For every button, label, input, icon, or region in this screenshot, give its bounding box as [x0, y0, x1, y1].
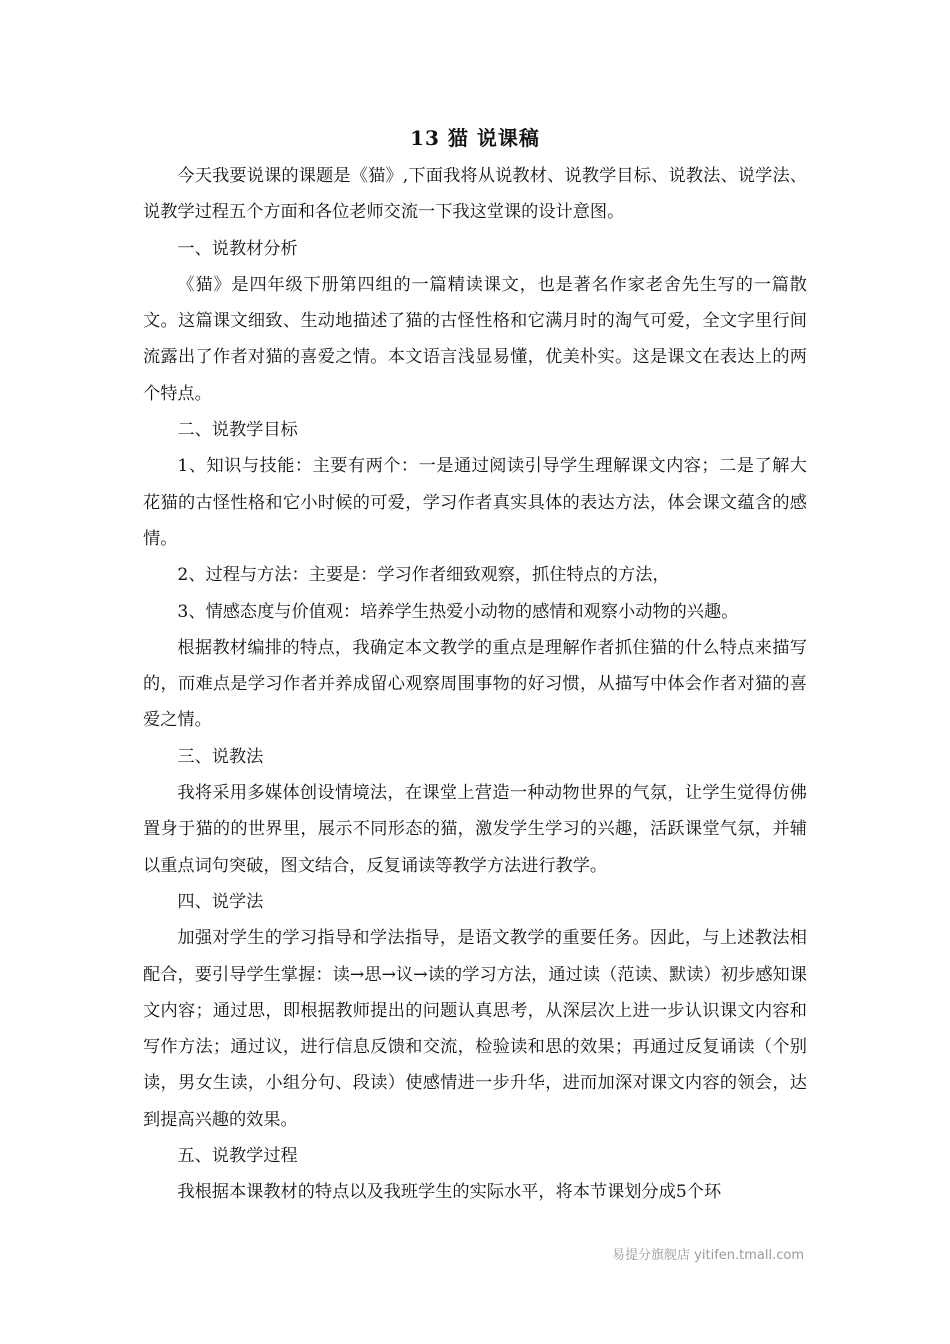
- section-heading-learning-method: 四、说学法: [177, 891, 264, 912]
- paragraph-process: 我根据本课教材的特点以及我班学生的实际水平，将本节课划分成5个环: [177, 1182, 722, 1203]
- paragraph-key-points: 根据教材编排的特点，我确定本文教学的重点是理解作者抓住猫的什么特点来描写的，而难点是学习作者并养成留心观察周围事物的好习惯，从描写中体会作者对猫的喜爱之情。: [143, 637, 807, 731]
- document-body: [143, 158, 807, 1211]
- paragraph-textbook: 《猫》是四年级下册第四组的一篇精读课文，也是著名作家老舍先生写的一篇散文。这篇课文细致、生动地描述了猫的古怪性格和它满月时的淘气可爱，全文字里行间流露出了作者对猫的喜爱之情。本文语言浅显易懂，优美朴实。这是课文在表达上的两个特点。: [143, 274, 807, 404]
- paragraph-goal-knowledge: 1、知识与技能：主要有两个：一是通过阅读引导学生理解课文内容；二是了解大花猫的古怪性格和它小时候的可爱，学习作者真实具体的表达方法，体会课文蕴含的感情。: [143, 456, 807, 549]
- paragraph-intro: 今天我要说课的课题是《猫》,下面我将从说教材、说教学目标、说教法、说学法、说教学过程五个方面和各位老师交流一下我这堂课的设计意图。: [143, 166, 807, 223]
- paragraph-learning-method: 加强对学生的学习指导和学法指导，是语文教学的重要任务。因此，与上述教法相配合，要引导学生掌握：读→思→议→读的学习方法，通过读（范读、默读）初步感知课文内容；通过思，即根据教师提出的问题认真思考，从深层次上进一步认识课文内容和写作方法；通过议，进行信息反馈和交流，检验读和思的效果；再通过反复诵读（个别读，男女生读，小组分句、段读）使感情进一步升华，进而加深对课文内容的领会，达到提高兴趣的效果。: [143, 928, 807, 1130]
- section-heading-textbook: 一、说教材分析: [177, 238, 298, 259]
- section-heading-goals: 二、说教学目标: [177, 420, 298, 441]
- section-heading-teaching-method: 三、说教法: [177, 746, 264, 767]
- document-title: 13 猫 说课稿: [410, 126, 540, 150]
- paragraph-teaching-method: 我将采用多媒体创设情境法，在课堂上营造一种动物世界的气氛，让学生觉得仿佛置身于猫的的世界里，展示不同形态的猫，激发学生学习的兴趣，活跃课堂气氛，并辅以重点词句突破，图文结合，反复诵读等教学方法进行教学。: [143, 783, 807, 876]
- paragraph-goal-process: 2、过程与方法：主要是：学习作者细致观察，抓住特点的方法，: [177, 565, 670, 586]
- section-heading-process: 五、说教学过程: [177, 1146, 298, 1167]
- footer-watermark: 易提分旗舰店 yitifen.tmall.com: [612, 1248, 804, 1263]
- paragraph-goal-emotion: 3、情感态度与价值观：培养学生热爱小动物的感情和观察小动物的兴趣。: [177, 601, 739, 622]
